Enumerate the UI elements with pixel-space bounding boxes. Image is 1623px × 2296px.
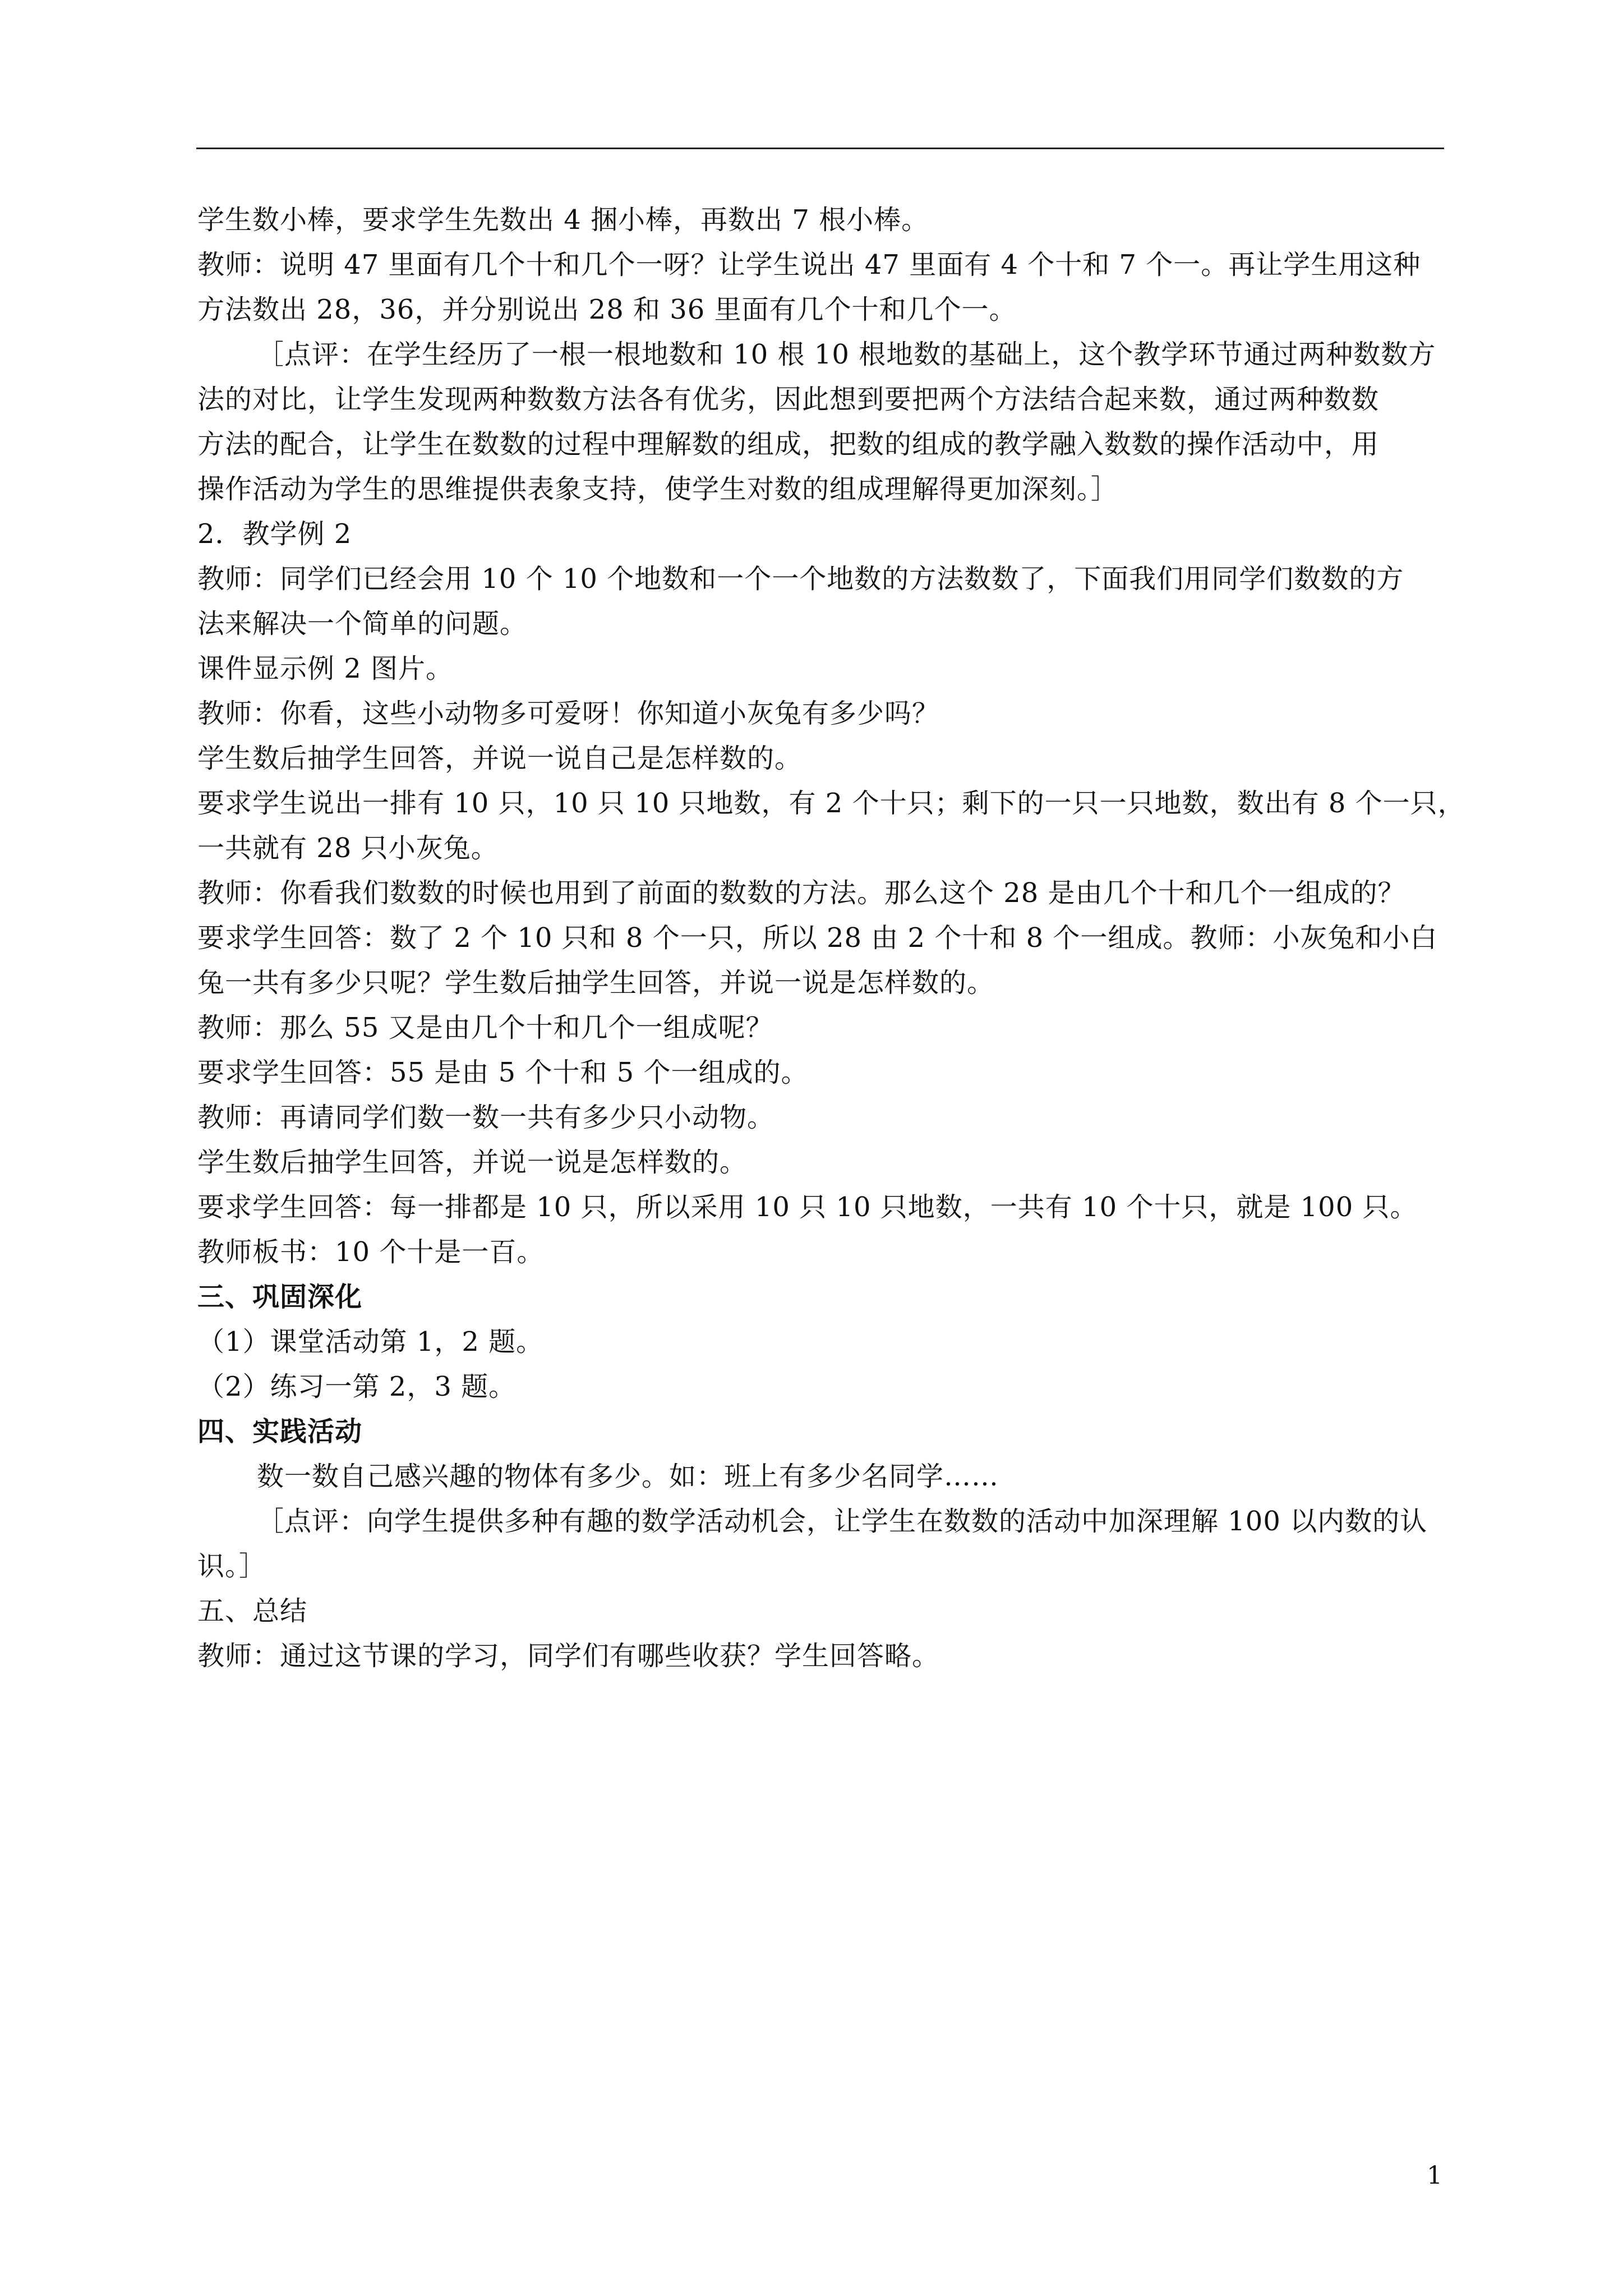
list-item: （2）练习一第 2，3 题。 <box>197 1371 517 1402</box>
paragraph-line: 教师板书：10 个十是一百。 <box>197 1236 545 1268</box>
paragraph-line: 教师：通过这节课的学习，同学们有哪些收获？学生回答略。 <box>197 1640 940 1672</box>
paragraph-line: 法来解决一个简单的问题。 <box>197 608 528 639</box>
paragraph-line: 方法数出 28，36，并分别说出 28 和 36 里面有几个十和几个一。 <box>197 294 1017 325</box>
paragraph-line: 兔一共有多少只呢？学生数后抽学生回答，并说一说是怎样数的。 <box>197 967 995 999</box>
comment-line: ［点评：在学生经历了一根一根地数和 10 根 10 根地数的基础上，这个教学环节通过两种数数方 <box>257 339 1436 370</box>
header-rule <box>196 148 1444 149</box>
section-heading: 四、实践活动 <box>197 1416 363 1447</box>
paragraph-line: 教师：再请同学们数一数一共有多少只小动物。 <box>197 1102 775 1133</box>
paragraph-line: 学生数后抽学生回答，并说一说是怎样数的。 <box>197 1147 748 1178</box>
document-body <box>197 197 1465 1678</box>
paragraph-line: 教师：你看，这些小动物多可爱呀！你知道小灰兔有多少吗？ <box>197 698 940 729</box>
comment-line: 法的对比，让学生发现两种数数方法各有优劣，因此想到要把两个方法结合起来数，通过两种数数 <box>197 384 1380 415</box>
paragraph-line: 数一数自己感兴趣的物体有多少。如：班上有多少名同学…… <box>257 1461 999 1492</box>
paragraph-line: 教师：说明 47 里面有几个十和几个一呀？让学生说出 47 里面有 4 个十和 7 个一。再让学生用这种 <box>197 249 1421 280</box>
paragraph-line: 课件显示例 2 图片。 <box>197 653 454 684</box>
comment-line: ［点评：向学生提供多种有趣的数学活动机会，让学生在数数的活动中加深理解 100 以内数的认 <box>257 1506 1428 1537</box>
paragraph-line: 教师：同学们已经会用 10 个 10 个地数和一个一个地数的方法数数了，下面我们用同学们数数的方 <box>197 563 1404 595</box>
paragraph-line: 要求学生回答：数了 2 个 10 只和 8 个一只，所以 28 由 2 个十和 8 个一组成。教师：小灰兔和小白 <box>197 922 1438 954</box>
comment-line: 识。］ <box>197 1550 267 1582</box>
section-heading: 五、总结 <box>197 1595 308 1627</box>
paragraph-line: 学生数后抽学生回答，并说一说自己是怎样数的。 <box>197 743 803 774</box>
section-heading: 三、巩固深化 <box>197 1281 363 1313</box>
paragraph-line: 教师：那么 55 又是由几个十和几个一组成呢？ <box>197 1012 773 1043</box>
paragraph-line: 要求学生回答：每一排都是 10 只，所以采用 10 只 10 只地数，一共有 10 个十只，就是 100 只。 <box>197 1191 1418 1223</box>
comment-line: 方法的配合，让学生在数数的过程中理解数的组成，把数的组成的教学融入数数的操作活动中，用 <box>197 429 1380 460</box>
paragraph-line: 要求学生说出一排有 10 只，10 只 10 只地数，有 2 个十只；剩下的一只一只地数，数出有 8 个一只， <box>197 788 1465 819</box>
paragraph-line: 学生数小棒，要求学生先数出 4 捆小棒，再数出 7 根小棒。 <box>197 204 929 236</box>
page-number: 1 <box>1427 2161 1442 2190</box>
paragraph-line: 一共就有 28 只小灰兔。 <box>197 832 499 864</box>
list-item: （1）课堂活动第 1，2 题。 <box>197 1326 544 1358</box>
comment-line: 操作活动为学生的思维提供表象支持，使学生对数的组成理解得更加深刻。］ <box>197 473 1119 505</box>
paragraph-line: 教师：你看我们数数的时候也用到了前面的数数的方法。那么这个 28 是由几个十和几个一组成的？ <box>197 877 1405 909</box>
section-subheading: 2．教学例 2 <box>197 518 352 550</box>
paragraph-line: 要求学生回答：55 是由 5 个十和 5 个一组成的。 <box>197 1057 809 1088</box>
